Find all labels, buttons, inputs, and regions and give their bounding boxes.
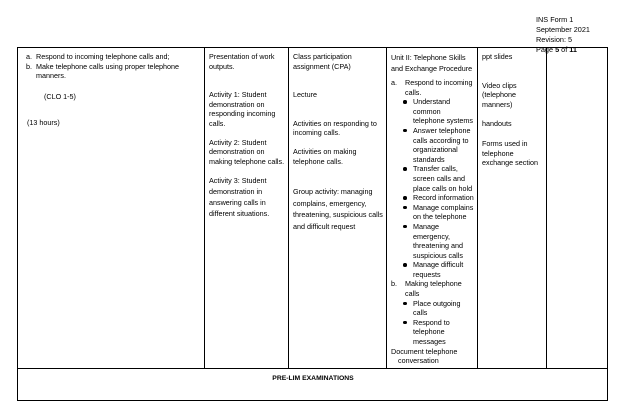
bullet-item: Respond to telephone messages <box>391 318 474 347</box>
empty-cell <box>547 48 608 369</box>
clo-label: (CLO 1-5) <box>44 91 76 101</box>
presentation-text: Presentation of work outputs. <box>209 52 275 71</box>
page-of: of <box>559 45 570 54</box>
bullet-item: Understand common telephone systems <box>391 97 474 126</box>
forms-used: Forms used in telephone exchange section <box>482 138 538 168</box>
group-activity: Group activity: managing complains, emergency, threatening, suspicious calls and difficult request <box>293 187 383 231</box>
section-a: a. Respond to incoming calls. <box>391 78 473 97</box>
teaching-activities-cell <box>289 48 387 369</box>
bullet-item: Transfer calls, screen calls and place calls on hold <box>391 164 474 193</box>
bullet-item: Record information <box>391 193 474 203</box>
resources-cell <box>478 48 547 369</box>
section-a-bullets <box>391 97 474 279</box>
page-total: 11 <box>569 45 577 54</box>
content-row <box>18 48 608 369</box>
bullet-item: Manage complains on the telephone <box>391 203 474 222</box>
document-label: Document telephone <box>391 346 458 356</box>
revision-number: Revision: 5 <box>536 35 573 44</box>
page-current: 5 <box>555 45 560 54</box>
section-b: b. Making telephone calls <box>391 279 462 299</box>
video-clips: Video clips (telephone manners) <box>482 80 517 109</box>
assessment-cell <box>205 48 289 369</box>
activities-responding: Activities on responding to incoming calls. <box>293 118 377 138</box>
revision-date: September 2021 <box>536 25 590 34</box>
unit-title: Unit II: Telephone Skills and Exchange Procedure <box>391 53 473 73</box>
bullet-item: Answer telephone calls according to organizational standards <box>391 126 474 164</box>
exam-row <box>18 368 608 400</box>
activity-3: Activity 3: Student demonstration in answering calls in different situations. <box>209 176 270 219</box>
bullet-item: Manage difficult requests <box>391 260 474 279</box>
exam-label: PRE-LIM EXAMINATIONS <box>18 368 608 400</box>
handouts: handouts <box>482 119 512 129</box>
bullet-item: Manage emergency, threatening and suspicious calls <box>391 222 474 260</box>
outcome-list <box>22 52 201 81</box>
outcome-item-a: a. Respond to incoming telephone calls and; <box>26 52 170 61</box>
activity-1: Activity 1: Student demonstration on responding incoming calls. <box>209 90 276 128</box>
page-prefix: Page <box>536 45 556 54</box>
cpa-text: Class participation assignment (CPA) <box>293 52 352 71</box>
outcome-item-b: b. Make telephone calls using proper telephone manners. <box>26 61 180 81</box>
learning-outcomes-cell <box>18 48 205 369</box>
course-content-cell <box>387 48 478 369</box>
form-id: INS Form 1 <box>536 15 574 24</box>
hours-label: (13 hours) <box>27 118 60 128</box>
syllabus-table <box>17 47 608 401</box>
ppt-slides: ppt slides <box>482 52 513 61</box>
activities-making: Activities on making telephone calls. <box>293 146 357 166</box>
activity-2: Activity 2: Student demonstration on making telephone calls. <box>209 137 285 166</box>
section-b-bullets <box>391 299 474 347</box>
conversation-label: conversation <box>398 356 439 366</box>
lecture-text: Lecture <box>293 90 317 100</box>
bullet-item: Place outgoing calls <box>391 299 474 318</box>
